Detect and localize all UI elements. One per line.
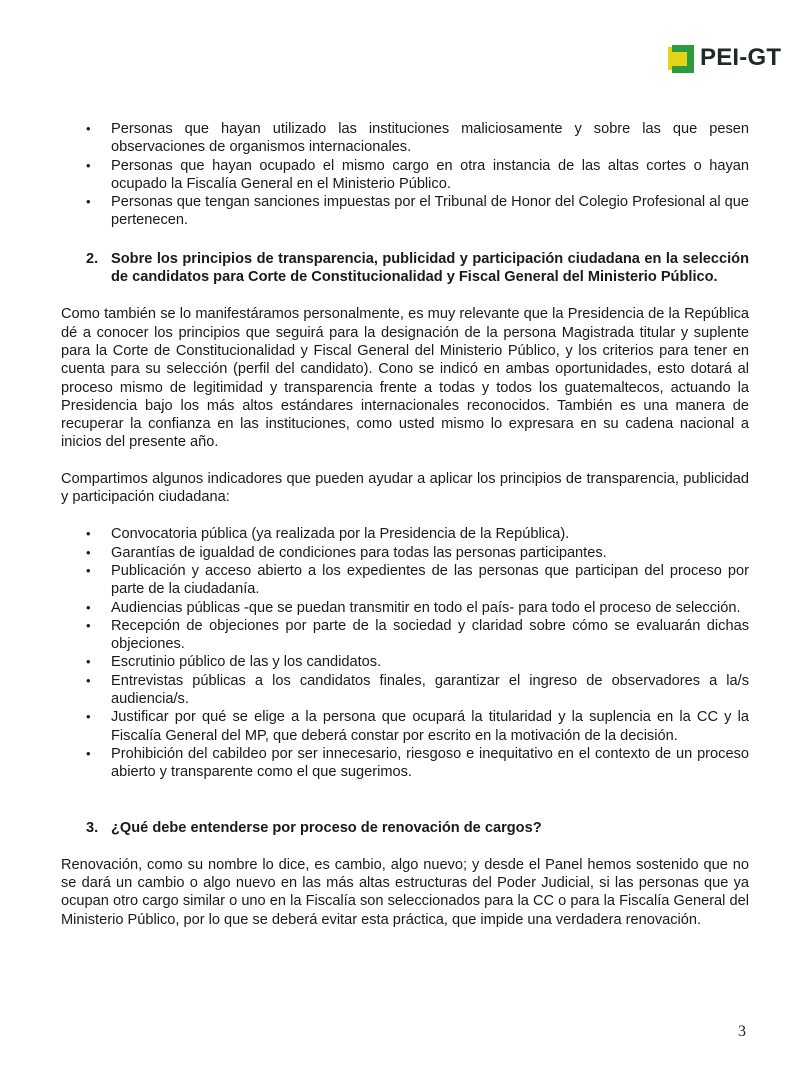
list-item: • Prohibición del cabildeo por ser innecesario, riesgoso e inequitativo en el contexto de un proceso abierto y transparente como el que sugerimos.	[61, 745, 749, 782]
indicators-list	[61, 525, 749, 781]
list-item: • Personas que tengan sanciones impuestas por el Tribunal de Honor del Colegio Profesional al que pertenecen.	[61, 193, 749, 230]
section-3-heading	[61, 819, 749, 837]
list-item: • Garantías de igualdad de condiciones para todas las personas participantes.	[61, 544, 749, 562]
list-item: • Entrevistas públicas a los candidatos finales, garantizar el ingreso de observadores a la/s audiencia/s.	[61, 672, 749, 709]
pei-gt-logo-mark-icon	[668, 44, 694, 73]
section-number: 2.	[86, 250, 99, 267]
list-item: • Escrutinio público de las y los candidatos.	[61, 653, 749, 671]
list-item: • Recepción de objeciones por parte de la sociedad y claridad sobre cómo se evaluarán dichas objeciones.	[61, 617, 749, 654]
list-item: • Convocatoria pública (ya realizada por la Presidencia de la República).	[61, 525, 749, 543]
paragraph: Renovación, como su nombre lo dice, es cambio, algo nuevo; y desde el Panel hemos sostenido que no se dará un cambio o algo nuevo en las más altas estructuras del Poder Judicial, si las personas que ya ocupan otro cargo similar o uno en la Fiscalía son seleccionados para la CC o para la Fiscalía General del Ministerio Público, por lo que se deberá evitar esta práctica, que impide una verdadera renovación.	[61, 856, 749, 928]
section-2-heading	[61, 250, 749, 287]
section-title: Sobre los principios de transparencia, publicidad y participación ciudadana en la selección de candidatos para Corte de Constitucionalidad y Fiscal General del Ministerio Público.	[111, 250, 749, 286]
list-item: • Justificar por qué se elige a la persona que ocupará la titularidad y la suplencia en la CC y la Fiscalía General del MP, que deberá constar por escrito en la motivación de la decisión.	[61, 708, 749, 745]
exclusion-list	[61, 120, 749, 230]
document-body	[61, 120, 749, 929]
pei-gt-logo	[668, 42, 781, 74]
section-title: ¿Qué debe entenderse por proceso de renovación de cargos?	[111, 819, 542, 836]
list-item: • Audiencias públicas -que se puedan transmitir en todo el país- para todo el proceso de selección.	[61, 599, 749, 617]
page-number: 3	[738, 1023, 746, 1040]
list-item: • Publicación y acceso abierto a los expedientes de las personas que participan del proceso por parte de la ciudadanía.	[61, 562, 749, 599]
section-number: 3.	[86, 819, 99, 836]
paragraph: Compartimos algunos indicadores que pueden ayudar a aplicar los principios de transparencia, publicidad y participación ciudadana:	[61, 470, 749, 506]
paragraph: Como también se lo manifestáramos personalmente, es muy relevante que la Presidencia de la República dé a conocer los principios que seguirá para la designación de la persona Magistrada titular y suplente para la Corte de Constitucionalidad y Fiscal General del Ministerio Público, y los criterios para tener en cuenta para su selección (perfil del candidato). Cono se indicó en ambas oportunidades, esto dotará al proceso mismo de legitimidad y transparencia frente a todas y todos los guatemaltecos, actuando la Presidencia bajo los más altos estándares internacionales reconocidos. También es una manera de recuperar la confianza en las instituciones, como usted mismo lo expresara en su cadena nacional a inicios del presente año.	[61, 306, 749, 451]
logo-text: PEI-GT	[700, 44, 782, 71]
list-item: • Personas que hayan utilizado las instituciones maliciosamente y sobre las que pesen observaciones de organismos internacionales.	[61, 120, 749, 157]
list-item: • Personas que hayan ocupado el mismo cargo en otra instancia de las altas cortes o hayan ocupado la Fiscalía General en el Ministerio Público.	[61, 157, 749, 194]
